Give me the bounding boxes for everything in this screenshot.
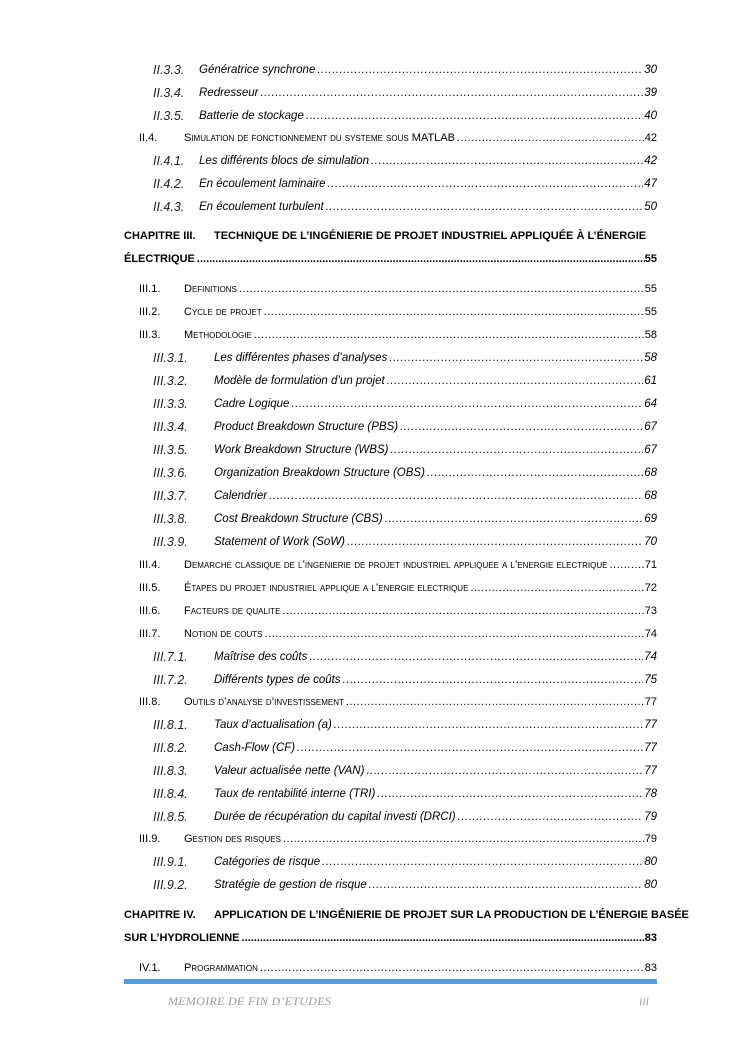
toc-entry-number: III.8.5. (153, 810, 188, 824)
toc-entry-page: 68 (644, 467, 657, 479)
toc-entry-page: 77 (644, 719, 657, 731)
toc-entry-number: III.8.4. (153, 787, 188, 801)
toc-entry-title: Simulation de fonctionnement du systeme sous MATLAB (184, 132, 455, 144)
chapter-number: CHAPITRE IV. (124, 909, 196, 921)
toc-entry-page: 73 (644, 605, 657, 617)
toc-entry-number: III.7.1. (153, 650, 188, 664)
toc-entry-title: Cash-Flow (CF) (214, 742, 296, 754)
toc-entry-title: Definitions (184, 283, 237, 295)
toc-entry-page: 47 (644, 178, 657, 190)
toc-entry[interactable] (0, 852, 745, 872)
toc-entry-page: 40 (644, 110, 657, 122)
toc-entry-title: Cadre Logique (214, 398, 290, 410)
toc-entry[interactable] (0, 279, 745, 299)
toc-entry-page: 79 (644, 811, 657, 823)
toc-entry-page: 64 (644, 398, 657, 410)
toc-entry[interactable] (0, 106, 745, 126)
toc-entry[interactable] (0, 174, 745, 194)
toc-entry-number: III.3.5. (153, 443, 188, 457)
toc-entry[interactable] (0, 532, 745, 552)
toc-entry-title: Cost Breakdown Structure (CBS) (214, 513, 383, 525)
toc-entry-page: 75 (644, 674, 657, 686)
toc-entry-title: Taux d’actualisation (a) (214, 719, 332, 731)
toc-entry[interactable] (0, 761, 745, 781)
toc-entry[interactable] (0, 715, 745, 735)
toc-entry-page: 77 (644, 765, 657, 777)
toc-entry-number: II.3.5. (153, 109, 185, 123)
toc-entry[interactable] (0, 624, 745, 644)
toc-entry[interactable] (0, 302, 745, 322)
toc-chapter[interactable] (124, 905, 689, 950)
toc-entry-number: II.4. (139, 132, 158, 144)
toc-entry-page: 83 (644, 962, 657, 974)
toc-entry[interactable] (0, 738, 745, 758)
toc-entry-title: Cycle de projet (184, 306, 262, 318)
toc-entry[interactable] (0, 60, 745, 80)
toc-entry-number: III.8.3. (153, 764, 188, 778)
toc-entry-number: III.3. (139, 329, 161, 341)
toc-entry-page: 55 (644, 306, 657, 318)
toc-entry-title: Product Breakdown Structure (PBS) (214, 421, 399, 433)
toc-entry[interactable] (0, 829, 745, 849)
toc-entry-title: Les différents blocs de simulation (199, 155, 370, 167)
toc-entry[interactable] (0, 417, 745, 437)
toc-entry[interactable] (0, 486, 745, 506)
toc-entry-title: Génératrice synchrone (199, 64, 316, 76)
toc-entry-title: Work Breakdown Structure (WBS) (214, 444, 389, 456)
toc-entry[interactable] (0, 875, 745, 895)
toc-entry-title: Methodologie (184, 329, 252, 341)
toc-entry-number: II.4.3. (153, 200, 185, 214)
chapter-title-continued: SUR L’HYDROLIENNE (124, 932, 240, 944)
toc-entry-number: III.3.2. (153, 374, 188, 388)
toc-entry[interactable] (0, 509, 745, 529)
chapter-title: APPLICATION DE L’INGÉNIERIE DE PROJET SUR LA PRODUCTION DE L’ÉNERGIE BASÉE (214, 909, 689, 921)
toc-entry[interactable] (0, 463, 745, 483)
toc-entry-page: 71 (644, 559, 657, 571)
toc-entry-page: 72 (644, 582, 657, 594)
toc-entry-title: Notion de couts (184, 628, 263, 640)
toc-entry-title: Demarche classique de l’ingenierie de projet industriel appliquee a l’energie electrique (184, 559, 608, 571)
chapter-page: 55 (644, 253, 657, 265)
toc-entry-title: Statement of Work (SoW) (214, 536, 346, 548)
chapter-number: CHAPITRE III. (124, 230, 196, 242)
toc-entry[interactable] (0, 83, 745, 103)
toc-entry-page: 74 (644, 651, 657, 663)
toc-entry-number: III.8.1. (153, 718, 188, 732)
toc-entry-number: III.4. (139, 559, 161, 571)
toc-entry-page: 77 (644, 742, 657, 754)
toc-entry-number: III.9.2. (153, 878, 188, 892)
toc-entry[interactable] (0, 128, 745, 148)
toc-entry[interactable] (0, 151, 745, 171)
toc-entry[interactable] (0, 807, 745, 827)
toc-entry-page: 77 (644, 696, 657, 708)
toc-entry-title: En écoulement laminaire (199, 178, 326, 190)
toc-entry-title: Catégories de risque (214, 856, 321, 868)
toc-entry-number: III.3.7. (153, 489, 188, 503)
toc-entry-number: III.6. (139, 605, 161, 617)
toc-entry-page: 78 (644, 788, 657, 800)
toc-entry-page: 69 (644, 513, 657, 525)
toc-entry-number: IV.1. (139, 962, 161, 974)
toc-entry-number: II.4.2. (153, 177, 185, 191)
toc-entry[interactable] (0, 647, 745, 667)
toc-entry-number: III.8. (139, 696, 161, 708)
toc-entry-number: III.3.4. (153, 420, 188, 434)
toc-entry-number: II.3.3. (153, 63, 185, 77)
toc-entry-title: Maîtrise des coûts (214, 651, 308, 663)
toc-entry-title: Étapes du projet industriel applique a l’energie electrique (184, 582, 469, 594)
toc-entry[interactable] (0, 958, 745, 978)
toc-entry-title: Gestion des risques (184, 833, 281, 845)
toc-entry-page: 80 (644, 879, 657, 891)
toc-entry-page: 58 (644, 329, 657, 341)
toc-entry-page: 74 (644, 628, 657, 640)
chapter-title: TECHNIQUE DE L’INGÉNIERIE DE PROJET INDUSTRIEL APPLIQUÉE À L’ÉNERGIE (214, 230, 647, 242)
toc-entry-page: 79 (644, 833, 657, 845)
toc-entry-number: III.3.6. (153, 466, 188, 480)
toc-entry[interactable] (0, 670, 745, 690)
toc-entry-number: III.7.2. (153, 673, 188, 687)
chapter-page: 83 (644, 932, 657, 944)
toc-chapter[interactable] (124, 226, 657, 271)
toc-entry-title: Organization Breakdown Structure (OBS) (214, 467, 425, 479)
toc-entry-page: 39 (644, 87, 657, 99)
toc-entry-page: 67 (644, 444, 657, 456)
toc-entry-page: 70 (644, 536, 657, 548)
toc-entry-title: Modèle de formulation d’un projet (214, 375, 385, 387)
toc-entry-page: 61 (644, 375, 657, 387)
toc-entry[interactable] (0, 348, 745, 368)
toc-entry-page: 50 (644, 201, 657, 213)
chapter-title-continued: ÉLECTRIQUE (124, 253, 195, 265)
toc-entry[interactable] (0, 440, 745, 460)
toc-entry-number: III.5. (139, 582, 161, 594)
toc-entry-page: 30 (644, 64, 657, 76)
toc-entry-title: Valeur actualisée nette (VAN) (214, 765, 365, 777)
toc-entry[interactable] (0, 601, 745, 621)
toc-entry-title: Batterie de stockage (199, 110, 304, 122)
toc-entry-title: Programmation (184, 962, 258, 974)
toc-entry-page: 67 (644, 421, 657, 433)
toc-entry-number: II.4.1. (153, 154, 185, 168)
toc-entry-title: Facteurs de qualite (184, 605, 281, 617)
toc-entry-page: 68 (644, 490, 657, 502)
toc-entry-number: III.8.2. (153, 741, 188, 755)
toc-entry-number: III.7. (139, 628, 161, 640)
toc-entry-number: III.9. (139, 833, 161, 845)
toc-entry[interactable] (0, 578, 745, 598)
toc-entry-number: III.3.9. (153, 535, 188, 549)
toc-entry-title: Stratégie de gestion de risque (214, 879, 367, 891)
toc-entry[interactable] (0, 325, 745, 345)
toc-entry[interactable] (0, 555, 745, 575)
toc-entry-number: III.3.1. (153, 351, 188, 365)
toc-entry-page: 55 (644, 283, 657, 295)
toc-entry-page: 42 (644, 155, 657, 167)
toc-entry-page: 42 (644, 132, 657, 144)
toc-entry-number: III.1. (139, 283, 161, 295)
toc-entry-number: III.3.8. (153, 512, 188, 526)
footer-rule (124, 979, 657, 984)
toc-entry[interactable] (0, 371, 745, 391)
toc-entry-title: En écoulement turbulent (199, 201, 324, 213)
toc-entry[interactable] (0, 394, 745, 414)
footer-page-number: iii (639, 994, 650, 1008)
toc-entry-title: Durée de récupération du capital investi (DRCI) (214, 811, 456, 823)
toc-entry-title: Redresseur (199, 87, 259, 99)
toc-entry-page: 58 (644, 352, 657, 364)
toc-entry-title: Calendrier (214, 490, 268, 502)
toc-entry[interactable] (0, 197, 745, 217)
toc-entry[interactable] (0, 784, 745, 804)
toc-entry[interactable] (0, 692, 745, 712)
footer-title: MEMOIRE DE FIN D’ETUDES (168, 994, 332, 1008)
toc-entry-title: Taux de rentabilité interne (TRI) (214, 788, 376, 800)
toc-entry-number: III.2. (139, 306, 161, 318)
toc-entry-number: III.3.3. (153, 397, 188, 411)
toc-entry-title: Outils d’analyse d’investissement (184, 696, 344, 708)
toc-entry-page: 80 (644, 856, 657, 868)
toc-entry-title: Différents types de coûts (214, 674, 341, 686)
toc-entry-title: Les différentes phases d’analyses (214, 352, 388, 364)
toc-entry-number: III.9.1. (153, 855, 188, 869)
toc-entry-number: II.3.4. (153, 86, 185, 100)
